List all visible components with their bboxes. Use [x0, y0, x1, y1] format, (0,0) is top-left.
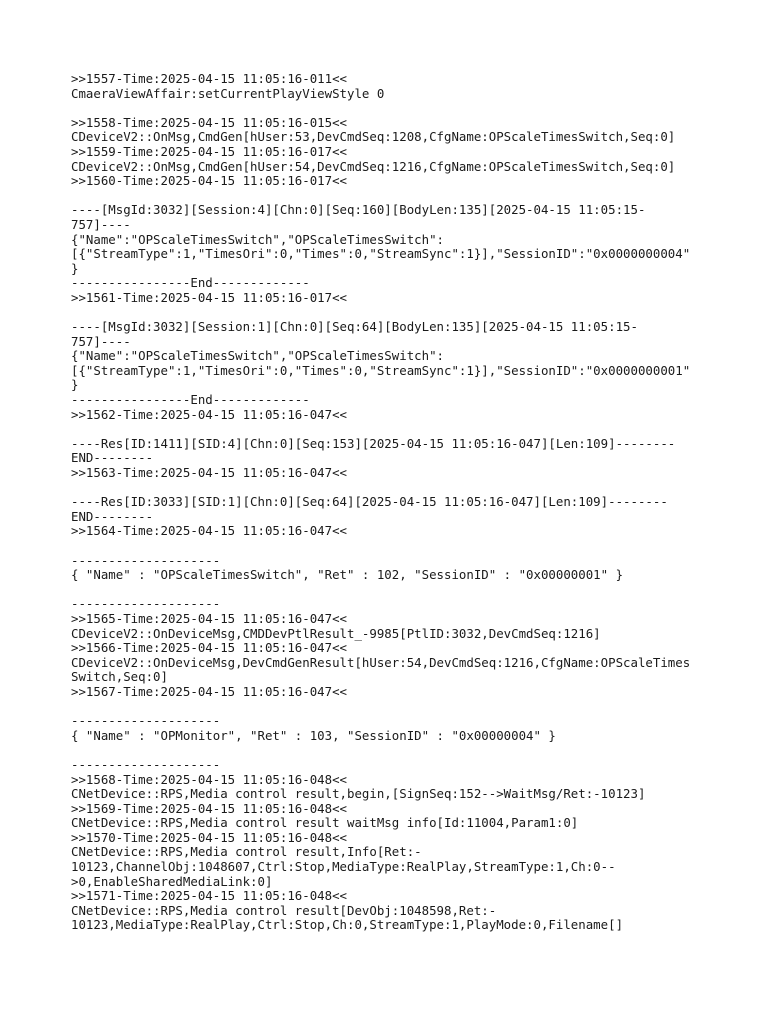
log-line: >0,EnableSharedMediaLink:0] [71, 873, 273, 889]
log-line: ----------------End------------- [71, 392, 310, 408]
log-line: >>1565-Time:2025-04-15 11:05:16-047<< [71, 610, 348, 626]
blank-line [71, 539, 711, 554]
log-line: >>1559-Time:2025-04-15 11:05:16-017<< [71, 143, 348, 159]
log-line: >>1571-Time:2025-04-15 11:05:16-048<< [71, 888, 348, 904]
blank-line [71, 743, 711, 758]
log-line: >>1566-Time:2025-04-15 11:05:16-047<< [71, 640, 348, 656]
log-line: >>1568-Time:2025-04-15 11:05:16-048<< [71, 771, 348, 787]
log-line: >>1558-Time:2025-04-15 11:05:16-015<< [71, 114, 348, 130]
log-line: END-------- [71, 450, 154, 466]
log-line: } [71, 377, 79, 393]
blank-line [71, 101, 711, 116]
log-line: >>1557-Time:2025-04-15 11:05:16-011<< [71, 71, 348, 86]
log-line: ----------------End------------- [71, 275, 310, 291]
blank-line [71, 583, 711, 598]
log-line: >>1567-Time:2025-04-15 11:05:16-047<< [71, 683, 348, 699]
log-line: { "Name" : "OPMonitor", "Ret" : 103, "SessionID" : "0x00000004" } [71, 727, 556, 743]
log-line: 10123,ChannelObj:1048607,Ctrl:Stop,MediaType:RealPlay,StreamType:1,Ch:0-- [71, 859, 616, 875]
log-line: -------------------- [71, 756, 221, 772]
log-line: 757]---- [71, 333, 131, 349]
log-line: CNetDevice::RPS,Media control result,Info[Ret:- [71, 844, 422, 860]
log-line: >>1562-Time:2025-04-15 11:05:16-047<< [71, 406, 348, 422]
log-line: CNetDevice::RPS,Media control result,begin,[SignSeq:152-->WaitMsg/Ret:-10123] [71, 786, 646, 802]
log-line: CDeviceV2::OnDeviceMsg,CMDDevPtlResult_-9985[PtlID:3032,DevCmdSeq:1216] [71, 625, 601, 641]
log-line: END-------- [71, 508, 154, 524]
log-line: ----Res[ID:1411][SID:4][Chn:0][Seq:153][2025-04-15 11:05:16-047][Len:109]-------- [71, 435, 676, 451]
log-line: ----[MsgId:3032][Session:1][Chn:0][Seq:64][BodyLen:135][2025-04-15 11:05:15- [71, 319, 638, 335]
log-line: -------------------- [71, 596, 221, 612]
log-line: [{"StreamType":1,"TimesOri":0,"Times":0,"StreamSync":1}],"SessionID":"0x0000000004" [71, 246, 691, 262]
log-line: 757]---- [71, 216, 131, 232]
blank-line [71, 700, 711, 715]
blank-line [71, 481, 711, 496]
log-document-page [71, 72, 711, 933]
log-line: ----Res[ID:3033][SID:1][Chn:0][Seq:64][2025-04-15 11:05:16-047][Len:109]-------- [71, 494, 668, 510]
log-line: { "Name" : "OPScaleTimesSwitch", "Ret" : 102, "SessionID" : "0x00000001" } [71, 567, 624, 583]
blank-line [71, 422, 711, 437]
log-line: } [71, 260, 79, 276]
log-line: Switch,Seq:0] [71, 669, 168, 685]
log-line: >>1569-Time:2025-04-15 11:05:16-048<< [71, 800, 348, 816]
log-line: ----[MsgId:3032][Session:4][Chn:0][Seq:160][BodyLen:135][2025-04-15 11:05:15- [71, 202, 646, 218]
log-line: {"Name":"OPScaleTimesSwitch","OPScaleTimesSwitch": [71, 231, 444, 247]
log-line: >>1560-Time:2025-04-15 11:05:16-017<< [71, 173, 348, 189]
log-line: [{"StreamType":1,"TimesOri":0,"Times":0,"StreamSync":1}],"SessionID":"0x0000000001" [71, 362, 691, 378]
log-line: CNetDevice::RPS,Media control result waitMsg info[Id:11004,Param1:0] [71, 815, 579, 831]
log-line: CNetDevice::RPS,Media control result[DevObj:1048598,Ret:- [71, 902, 497, 918]
log-text-block [71, 72, 711, 933]
log-line: -------------------- [71, 552, 221, 568]
log-line: CDeviceV2::OnMsg,CmdGen[hUser:53,DevCmdSeq:1208,CfgName:OPScaleTimesSwitch,Seq:0] [71, 129, 676, 145]
log-line: >>1563-Time:2025-04-15 11:05:16-047<< [71, 465, 348, 481]
log-line: CDeviceV2::OnDeviceMsg,DevCmdGenResult[hUser:54,DevCmdSeq:1216,CfgName:OPScaleTimes [71, 654, 691, 670]
log-line: 10123,MediaType:RealPlay,Ctrl:Stop,Ch:0,StreamType:1,PlayMode:0,Filename[] [71, 917, 624, 933]
log-line: CDeviceV2::OnMsg,CmdGen[hUser:54,DevCmdSeq:1216,CfgName:OPScaleTimesSwitch,Seq:0] [71, 158, 676, 174]
blank-line [71, 306, 711, 321]
log-line: >>1561-Time:2025-04-15 11:05:16-017<< [71, 289, 348, 305]
log-line: CmaeraViewAffair:setCurrentPlayViewStyle 0 [71, 85, 385, 101]
blank-line [71, 189, 711, 204]
log-line: >>1570-Time:2025-04-15 11:05:16-048<< [71, 829, 348, 845]
log-line: {"Name":"OPScaleTimesSwitch","OPScaleTimesSwitch": [71, 348, 444, 364]
log-line: -------------------- [71, 713, 221, 729]
log-line: >>1564-Time:2025-04-15 11:05:16-047<< [71, 523, 348, 539]
